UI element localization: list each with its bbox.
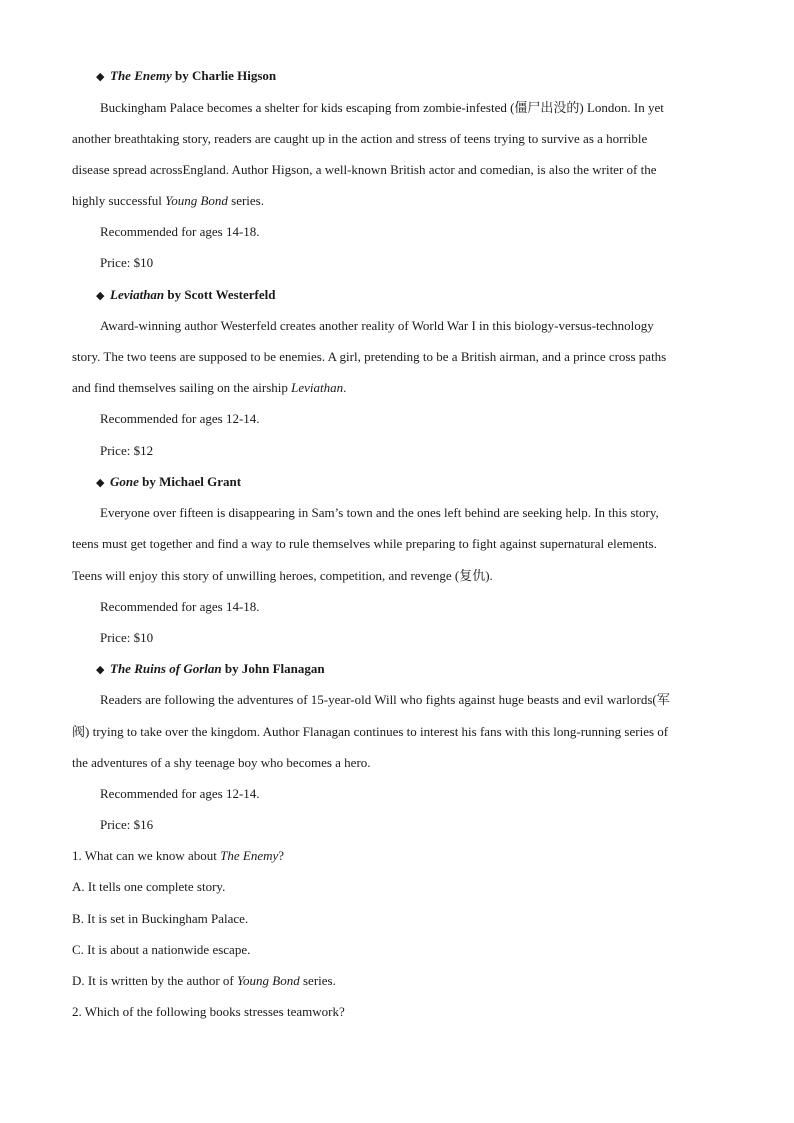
book-heading [96,474,241,491]
question-text: 2. Which of the following books stresses teamwork? [72,1004,345,1019]
recommended-ages: Recommended for ages 14-18. [100,224,260,239]
description-line: another breathtaking story, readers are caught up in the action and stress of teens trying to survive as a horrible [72,131,648,146]
description-line: Readers are following the adventures of 15-year-old Will who fights against huge beasts and evil warlords(军 [100,692,670,707]
description-line: Everyone over fifteen is disappearing in Sam’s town and the ones left behind are seeking help. In this story, [100,505,659,520]
description-line: teens must get together and find a way to rule themselves while preparing to fight against supernatural elements. [72,536,657,551]
book-heading [96,287,276,304]
book-author: by Michael Grant [138,474,242,489]
diamond-bullet-icon: ◆ [96,477,105,489]
recommended-ages: Recommended for ages 12-14. [100,786,260,801]
book-title: The Ruins of Gorlan [110,661,222,676]
description-line: and find themselves sailing on the airship Leviathan. [72,380,347,395]
book-title: The Enemy [110,68,172,83]
diamond-bullet-icon: ◆ [96,290,105,302]
book-price: Price: $16 [100,817,154,832]
book-heading [96,661,325,678]
description-line: story. The two teens are supposed to be enemies. A girl, pretending to be a British airman, and a prince cross paths [72,349,667,364]
recommended-ages: Recommended for ages 12-14. [100,411,260,426]
description-line: highly successful Young Bond series. [72,193,264,208]
book-author: by John Flanagan [221,661,325,676]
book-title: Gone [110,474,139,489]
book-author: by Scott Westerfeld [164,287,276,302]
answer-option: D. It is written by the author of Young Bond series. [72,973,336,988]
book-title: Leviathan [110,287,165,302]
question-text: 1. What can we know about The Enemy? [72,848,285,863]
book-author: by Charlie Higson [171,68,277,83]
description-line: Award-winning author Westerfeld creates another reality of World War I in this biology-versus-technology [100,318,654,333]
description-line: the adventures of a shy teenage boy who becomes a hero. [72,755,371,770]
diamond-bullet-icon: ◆ [96,664,105,676]
description-line: disease spread acrossEngland. Author Higson, a well-known British actor and comedian, is also the writer of the [72,162,657,177]
answer-option: C. It is about a nationwide escape. [72,942,251,957]
description-line: Teens will enjoy this story of unwilling heroes, competition, and revenge (复仇). [72,568,493,583]
book-price: Price: $10 [100,255,154,270]
recommended-ages: Recommended for ages 14-18. [100,599,260,614]
book-price: Price: $12 [100,443,154,458]
description-line: Buckingham Palace becomes a shelter for kids escaping from zombie-infested (僵尸出没的) London. In yet [100,100,664,115]
description-line: 阀) trying to take over the kingdom. Author Flanagan continues to interest his fans with this long-running series of [72,724,669,739]
book-price: Price: $10 [100,630,154,645]
diamond-bullet-icon: ◆ [96,71,105,83]
answer-option: A. It tells one complete story. [72,879,226,894]
answer-option: B. It is set in Buckingham Palace. [72,911,249,926]
book-heading [96,68,276,85]
